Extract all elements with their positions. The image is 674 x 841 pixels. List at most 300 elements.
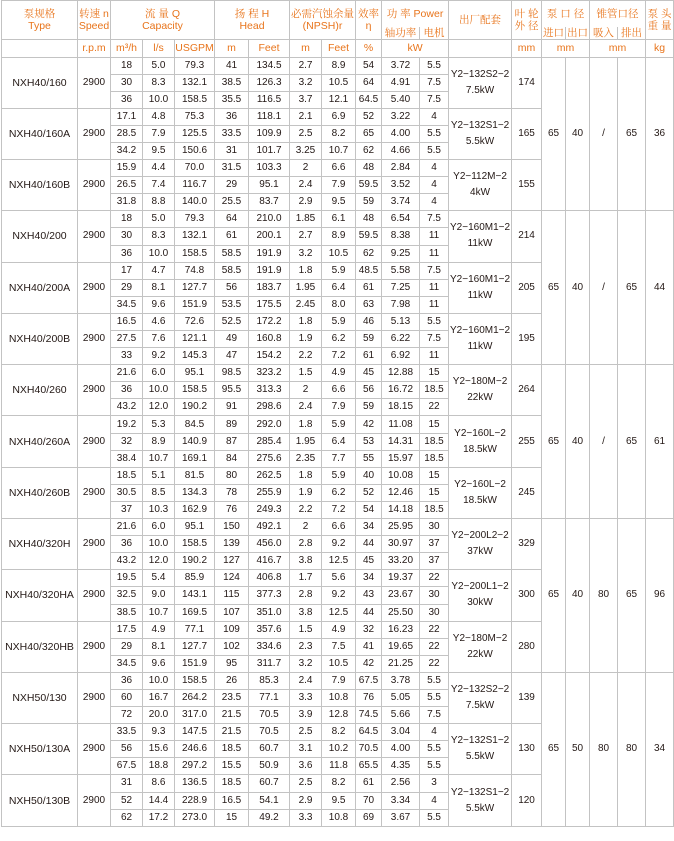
motor-power: 7.5 — [420, 707, 449, 724]
pump-port-out: 40 — [566, 365, 590, 519]
flow-usgpm: 140.9 — [175, 433, 215, 450]
motor-fit — [449, 672, 512, 723]
npsh-feet: 5.6 — [322, 570, 356, 587]
head-m: 127 — [215, 553, 249, 570]
npsh-m: 3.25 — [290, 142, 322, 159]
head-m: 31 — [215, 142, 249, 159]
pipe-port-out: 80 — [618, 672, 646, 826]
shaft-power: 10.08 — [382, 467, 420, 484]
flow-usgpm: 81.5 — [175, 467, 215, 484]
motor-power: 4 — [420, 108, 449, 125]
head-feet: 406.8 — [249, 570, 290, 587]
npsh-feet: 9.5 — [322, 792, 356, 809]
npsh-m: 1.8 — [290, 467, 322, 484]
head-m: 33.5 — [215, 125, 249, 142]
shaft-power: 4.35 — [382, 758, 420, 775]
unit-type — [2, 39, 78, 57]
flow-m3h: 36 — [111, 245, 143, 262]
npsh-m: 3.2 — [290, 245, 322, 262]
flow-usgpm: 136.5 — [175, 775, 215, 792]
head-feet: 77.1 — [249, 689, 290, 706]
flow-m3h: 30 — [111, 74, 143, 91]
npsh-feet: 6.2 — [322, 484, 356, 501]
pump-port-in: 65 — [542, 211, 566, 365]
npsh-m: 2 — [290, 160, 322, 177]
head-m: 29 — [215, 177, 249, 194]
shaft-power: 16.23 — [382, 621, 420, 638]
motor-power: 11 — [420, 279, 449, 296]
motor-fit — [449, 313, 512, 364]
shaft-power: 11.08 — [382, 416, 420, 433]
efficiency: 54 — [356, 57, 382, 74]
head-m: 38.5 — [215, 74, 249, 91]
flow-usgpm: 95.1 — [175, 519, 215, 536]
flow-m3h: 38.5 — [111, 604, 143, 621]
efficiency: 63 — [356, 296, 382, 313]
flow-m3h: 29 — [111, 638, 143, 655]
flow-usgpm: 147.5 — [175, 724, 215, 741]
model-name: NXH50/130B — [2, 775, 78, 826]
efficiency: 48 — [356, 160, 382, 177]
header-impeller: 叶 轮 外 径 — [512, 1, 542, 40]
head-m: 36 — [215, 108, 249, 125]
flow-usgpm: 75.3 — [175, 108, 215, 125]
header-motor-fit: 出厂配套 — [449, 1, 512, 40]
flow-usgpm: 132.1 — [175, 228, 215, 245]
model-speed: 2900 — [78, 365, 111, 416]
motor-power: 22 — [420, 621, 449, 638]
unit-q3: USGPM — [175, 39, 215, 57]
npsh-m: 2.5 — [290, 125, 322, 142]
shaft-power: 19.65 — [382, 638, 420, 655]
motor-fit — [449, 57, 512, 108]
flow-m3h: 37 — [111, 501, 143, 518]
flow-m3h: 34.5 — [111, 296, 143, 313]
head-m: 49 — [215, 331, 249, 348]
npsh-m: 2.1 — [290, 108, 322, 125]
head-feet: 456.0 — [249, 536, 290, 553]
npsh-m: 3.7 — [290, 91, 322, 108]
motor-code: Y2−160L−2 — [454, 478, 506, 490]
flow-usgpm: 158.5 — [175, 672, 215, 689]
npsh-feet: 7.9 — [322, 399, 356, 416]
head-m: 102 — [215, 638, 249, 655]
head-m: 56 — [215, 279, 249, 296]
shaft-power: 30.97 — [382, 536, 420, 553]
flow-ls: 10.0 — [143, 672, 175, 689]
head-m: 115 — [215, 587, 249, 604]
header-speed: 转速 n Speed — [78, 1, 111, 40]
npsh-feet: 7.2 — [322, 501, 356, 518]
efficiency: 61 — [356, 279, 382, 296]
head-m: 58.5 — [215, 245, 249, 262]
efficiency: 48.5 — [356, 262, 382, 279]
shaft-power: 4.66 — [382, 142, 420, 159]
npsh-feet: 11.8 — [322, 758, 356, 775]
motor-power: 5.5 — [420, 142, 449, 159]
flow-ls: 8.3 — [143, 74, 175, 91]
flow-usgpm: 158.5 — [175, 91, 215, 108]
flow-ls: 8.3 — [143, 228, 175, 245]
head-feet: 334.6 — [249, 638, 290, 655]
npsh-feet: 8.9 — [322, 57, 356, 74]
flow-ls: 10.0 — [143, 536, 175, 553]
npsh-feet: 10.5 — [322, 655, 356, 672]
motor-power: 30 — [420, 587, 449, 604]
model-speed: 2900 — [78, 519, 111, 570]
model-name: NXH40/160A — [2, 108, 78, 159]
motor-power: 18.5 — [420, 433, 449, 450]
flow-m3h: 17.5 — [111, 621, 143, 638]
efficiency: 65.5 — [356, 758, 382, 775]
motor-power: 15 — [420, 484, 449, 501]
motor-code: Y2−180M−2 — [452, 632, 508, 644]
efficiency: 34 — [356, 570, 382, 587]
npsh-feet: 10.7 — [322, 142, 356, 159]
flow-ls: 5.0 — [143, 211, 175, 228]
npsh-feet: 6.6 — [322, 160, 356, 177]
head-feet: 60.7 — [249, 775, 290, 792]
shaft-power: 5.13 — [382, 313, 420, 330]
flow-m3h: 67.5 — [111, 758, 143, 775]
motor-power: 7.5 — [420, 91, 449, 108]
header-motor-power: 电机 — [420, 27, 449, 40]
head-m: 61 — [215, 228, 249, 245]
motor-power: 18.5 — [420, 382, 449, 399]
motor-power: 5.5 — [420, 672, 449, 689]
motor-code: Y2−160L−2 — [454, 427, 506, 439]
npsh-feet: 9.2 — [322, 536, 356, 553]
motor-power: 5.5 — [420, 689, 449, 706]
flow-ls: 10.7 — [143, 604, 175, 621]
motor-kw: 30kW — [467, 597, 493, 609]
flow-usgpm: 70.0 — [175, 160, 215, 177]
npsh-m: 1.9 — [290, 484, 322, 501]
head-m: 25.5 — [215, 194, 249, 211]
efficiency: 52 — [356, 484, 382, 501]
motor-power: 4 — [420, 194, 449, 211]
impeller-diameter: 214 — [512, 211, 542, 262]
flow-m3h: 62 — [111, 809, 143, 826]
head-feet: 109.9 — [249, 125, 290, 142]
flow-m3h: 34.2 — [111, 142, 143, 159]
npsh-m: 3.8 — [290, 553, 322, 570]
efficiency: 44 — [356, 604, 382, 621]
npsh-m: 1.7 — [290, 570, 322, 587]
npsh-feet: 4.9 — [322, 621, 356, 638]
motor-power: 5.5 — [420, 741, 449, 758]
npsh-feet: 7.2 — [322, 348, 356, 365]
efficiency: 52 — [356, 108, 382, 125]
motor-fit — [449, 211, 512, 262]
motor-fit — [449, 519, 512, 570]
head-feet: 101.7 — [249, 142, 290, 159]
motor-power: 22 — [420, 638, 449, 655]
efficiency: 53 — [356, 433, 382, 450]
pipe-port-in: / — [590, 211, 618, 365]
motor-kw: 37kW — [467, 546, 493, 558]
model-name: NXH40/200A — [2, 262, 78, 313]
model-name: NXH40/320H — [2, 519, 78, 570]
npsh-m: 2.4 — [290, 399, 322, 416]
motor-kw: 7.5kW — [465, 700, 495, 712]
shaft-power: 12.88 — [382, 365, 420, 382]
flow-usgpm: 150.6 — [175, 142, 215, 159]
motor-power: 4 — [420, 177, 449, 194]
efficiency: 70 — [356, 792, 382, 809]
head-feet: 103.3 — [249, 160, 290, 177]
motor-kw: 4kW — [470, 187, 491, 199]
npsh-feet: 12.5 — [322, 604, 356, 621]
model-name: NXH40/260A — [2, 416, 78, 467]
flow-m3h: 38.4 — [111, 450, 143, 467]
head-feet: 70.5 — [249, 707, 290, 724]
motor-power: 5.5 — [420, 313, 449, 330]
flow-m3h: 27.5 — [111, 331, 143, 348]
motor-power: 5.5 — [420, 57, 449, 74]
efficiency: 67.5 — [356, 672, 382, 689]
model-speed: 2900 — [78, 160, 111, 211]
flow-m3h: 36 — [111, 672, 143, 689]
flow-m3h: 60 — [111, 689, 143, 706]
flow-ls: 10.0 — [143, 382, 175, 399]
flow-ls: 5.4 — [143, 570, 175, 587]
model-name: NXH40/160B — [2, 160, 78, 211]
model-name: NXH40/320HB — [2, 621, 78, 672]
head-m: 58.5 — [215, 262, 249, 279]
motor-code: Y2−160M1−2 — [450, 325, 511, 337]
motor-fit — [449, 570, 512, 621]
head-m: 18.5 — [215, 775, 249, 792]
npsh-m: 1.95 — [290, 279, 322, 296]
flow-ls: 7.6 — [143, 331, 175, 348]
flow-ls: 9.0 — [143, 587, 175, 604]
npsh-feet: 10.8 — [322, 689, 356, 706]
flow-m3h: 43.2 — [111, 399, 143, 416]
flow-m3h: 36 — [111, 382, 143, 399]
model-speed: 2900 — [78, 775, 111, 826]
flow-usgpm: 121.1 — [175, 331, 215, 348]
head-feet: 175.5 — [249, 296, 290, 313]
shaft-power: 4.91 — [382, 74, 420, 91]
npsh-feet: 6.6 — [322, 382, 356, 399]
motor-power: 5.5 — [420, 809, 449, 826]
motor-fit — [449, 724, 512, 775]
flow-m3h: 31.8 — [111, 194, 143, 211]
head-m: 95 — [215, 655, 249, 672]
flow-ls: 5.0 — [143, 57, 175, 74]
pump-performance-table — [1, 0, 674, 827]
flow-ls: 7.9 — [143, 125, 175, 142]
motor-kw: 5.5kW — [465, 135, 495, 147]
efficiency: 62 — [356, 245, 382, 262]
npsh-feet: 10.5 — [322, 245, 356, 262]
model-speed: 2900 — [78, 108, 111, 159]
motor-power: 7.5 — [420, 211, 449, 228]
motor-kw: 7.5kW — [465, 84, 495, 96]
head-feet: 70.5 — [249, 724, 290, 741]
head-m: 21.5 — [215, 724, 249, 741]
impeller-diameter: 300 — [512, 570, 542, 621]
model-speed: 2900 — [78, 672, 111, 723]
shaft-power: 25.50 — [382, 604, 420, 621]
shaft-power: 16.72 — [382, 382, 420, 399]
motor-code: Y2−160M1−2 — [450, 222, 511, 234]
flow-ls: 18.8 — [143, 758, 175, 775]
efficiency: 61 — [356, 348, 382, 365]
pump-port-in: 65 — [542, 57, 566, 211]
npsh-feet: 8.2 — [322, 724, 356, 741]
flow-usgpm: 151.9 — [175, 655, 215, 672]
pipe-port-in: 80 — [590, 519, 618, 673]
motor-fit — [449, 108, 512, 159]
unit-q1: m³/h — [111, 39, 143, 57]
head-feet: 49.2 — [249, 809, 290, 826]
efficiency: 45 — [356, 553, 382, 570]
motor-kw: 11kW — [467, 289, 493, 301]
npsh-m: 2.9 — [290, 792, 322, 809]
flow-m3h: 34.5 — [111, 655, 143, 672]
npsh-m: 1.9 — [290, 331, 322, 348]
npsh-m: 1.5 — [290, 621, 322, 638]
motor-power: 7.5 — [420, 331, 449, 348]
pump-weight: 34 — [646, 672, 674, 826]
head-feet: 357.6 — [249, 621, 290, 638]
head-m: 21.5 — [215, 707, 249, 724]
flow-m3h: 19.5 — [111, 570, 143, 587]
head-feet: 50.9 — [249, 758, 290, 775]
head-feet: 191.9 — [249, 262, 290, 279]
motor-power: 4 — [420, 724, 449, 741]
npsh-m: 2.7 — [290, 57, 322, 74]
flow-ls: 8.1 — [143, 279, 175, 296]
flow-usgpm: 77.1 — [175, 621, 215, 638]
flow-m3h: 36 — [111, 536, 143, 553]
shaft-power: 33.20 — [382, 553, 420, 570]
motor-power: 30 — [420, 604, 449, 621]
flow-ls: 16.7 — [143, 689, 175, 706]
impeller-diameter: 155 — [512, 160, 542, 211]
shaft-power: 14.31 — [382, 433, 420, 450]
pipe-port-out: 65 — [618, 365, 646, 519]
flow-usgpm: 246.6 — [175, 741, 215, 758]
head-m: 95.5 — [215, 382, 249, 399]
npsh-m: 3.3 — [290, 809, 322, 826]
pump-port-in: 65 — [542, 519, 566, 673]
unit-n1: m — [290, 39, 322, 57]
npsh-feet: 12.1 — [322, 91, 356, 108]
npsh-feet: 5.9 — [322, 262, 356, 279]
shaft-power: 6.54 — [382, 211, 420, 228]
impeller-diameter: 205 — [512, 262, 542, 313]
shaft-power: 25.95 — [382, 519, 420, 536]
efficiency: 42 — [356, 416, 382, 433]
motor-power: 11 — [420, 228, 449, 245]
flow-ls: 4.9 — [143, 621, 175, 638]
impeller-diameter: 174 — [512, 57, 542, 108]
flow-usgpm: 125.5 — [175, 125, 215, 142]
motor-code: Y2−132S2−2 — [450, 684, 510, 696]
flow-ls: 6.0 — [143, 365, 175, 382]
npsh-m: 1.5 — [290, 365, 322, 382]
shaft-power: 9.25 — [382, 245, 420, 262]
npsh-feet: 7.5 — [322, 638, 356, 655]
efficiency: 70.5 — [356, 741, 382, 758]
model-name: NXH40/260 — [2, 365, 78, 416]
flow-usgpm: 127.7 — [175, 279, 215, 296]
head-m: 139 — [215, 536, 249, 553]
flow-ls: 9.6 — [143, 296, 175, 313]
efficiency: 45 — [356, 365, 382, 382]
model-speed: 2900 — [78, 416, 111, 467]
unit-speed: r.p.m — [78, 39, 111, 57]
npsh-m: 2.3 — [290, 638, 322, 655]
flow-ls: 8.8 — [143, 194, 175, 211]
head-m: 76 — [215, 501, 249, 518]
flow-usgpm: 74.8 — [175, 262, 215, 279]
npsh-m: 2 — [290, 519, 322, 536]
shaft-power: 2.56 — [382, 775, 420, 792]
table-row — [2, 672, 674, 689]
efficiency: 64.5 — [356, 91, 382, 108]
flow-m3h: 30.5 — [111, 484, 143, 501]
flow-m3h: 18 — [111, 211, 143, 228]
shaft-power: 3.34 — [382, 792, 420, 809]
head-m: 41 — [215, 57, 249, 74]
flow-m3h: 30 — [111, 228, 143, 245]
pipe-port-out: 65 — [618, 211, 646, 365]
head-m: 15.5 — [215, 758, 249, 775]
head-feet: 85.3 — [249, 672, 290, 689]
motor-power: 4 — [420, 160, 449, 177]
efficiency: 34 — [356, 519, 382, 536]
efficiency: 55 — [356, 450, 382, 467]
unit-weight: kg — [646, 39, 674, 57]
pump-port-in: 65 — [542, 365, 566, 519]
flow-m3h: 43.2 — [111, 553, 143, 570]
npsh-m: 3.2 — [290, 74, 322, 91]
efficiency: 32 — [356, 621, 382, 638]
pump-port-out: 40 — [566, 57, 590, 211]
model-speed: 2900 — [78, 211, 111, 262]
npsh-feet: 9.5 — [322, 194, 356, 211]
head-feet: 298.6 — [249, 399, 290, 416]
head-m: 26 — [215, 672, 249, 689]
flow-ls: 12.0 — [143, 553, 175, 570]
shaft-power: 3.78 — [382, 672, 420, 689]
header-pipe-in: 吸入 — [590, 27, 618, 40]
npsh-m: 2 — [290, 382, 322, 399]
head-feet: 83.7 — [249, 194, 290, 211]
flow-m3h: 21.6 — [111, 365, 143, 382]
flow-m3h: 21.6 — [111, 519, 143, 536]
shaft-power: 6.22 — [382, 331, 420, 348]
impeller-diameter: 195 — [512, 313, 542, 364]
flow-m3h: 52 — [111, 792, 143, 809]
flow-ls: 4.8 — [143, 108, 175, 125]
shaft-power: 7.25 — [382, 279, 420, 296]
motor-power: 7.5 — [420, 262, 449, 279]
shaft-power: 3.52 — [382, 177, 420, 194]
npsh-feet: 8.9 — [322, 228, 356, 245]
shaft-power: 3.22 — [382, 108, 420, 125]
motor-power: 22 — [420, 655, 449, 672]
model-speed: 2900 — [78, 262, 111, 313]
flow-ls: 9.5 — [143, 142, 175, 159]
flow-ls: 6.0 — [143, 519, 175, 536]
motor-power: 15 — [420, 365, 449, 382]
motor-power: 11 — [420, 348, 449, 365]
